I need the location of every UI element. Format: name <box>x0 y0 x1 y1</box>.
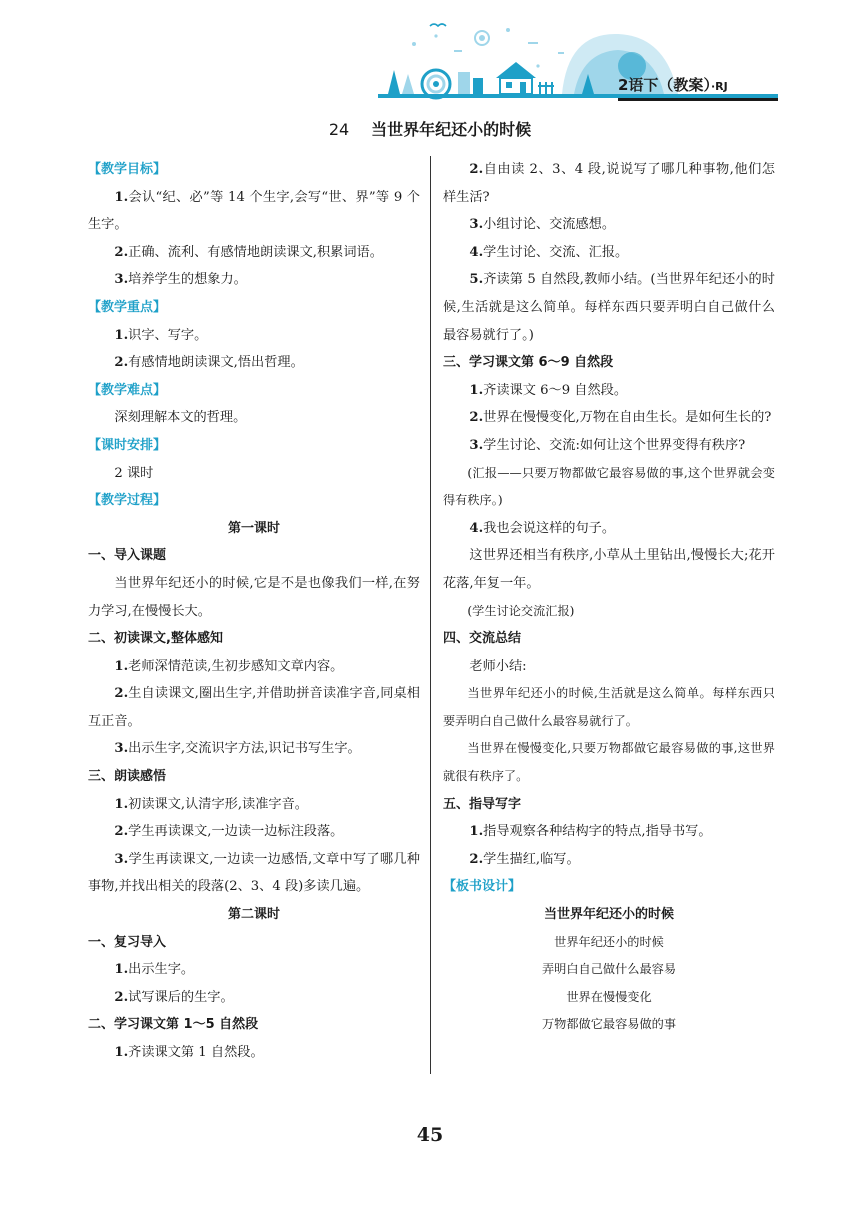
section-process: 【教学过程】 <box>88 493 167 509</box>
step-text: 当世界年纪还小的时候,它是不是也像我们一样,在努力学习,在慢慢长大。 <box>88 575 420 619</box>
page-title <box>0 117 860 140</box>
step-text: 这世界还相当有秩序,小草从土里钻出,慢慢长大;花开花落,年复一年。 <box>443 548 775 591</box>
summary-paragraph: 当世界在慢慢变化,只要万物都做它最容易做的事,这世界就很有秩序了。 <box>443 741 775 784</box>
step-heading: 二、初读课文,整体感知 <box>88 631 223 647</box>
section-schedule: 【课时安排】 <box>88 437 167 453</box>
step-item: 2.自由读 2、3、4 段,说说写了哪几种事物,他们怎样生活? <box>443 162 775 205</box>
house-icon <box>496 62 536 94</box>
step-note: (汇报——只要万物都做它最容易做的事,这个世界就会变得有秩序。) <box>443 465 775 508</box>
step-item: 1.初读课文,认清字形,读准字音。 <box>114 796 308 812</box>
step-heading: 一、导入课题 <box>88 548 167 564</box>
step-item: 1.老师深情范读,生初步感知文章内容。 <box>114 658 344 674</box>
step-item: 3.学生再读课文,一边读一边感悟,文章中写了哪几种事物,并找出相关的段落(2、3、4 段)多读几遍。 <box>88 851 420 895</box>
step-heading: 三、朗读感悟 <box>88 769 167 785</box>
column-divider <box>430 156 431 1074</box>
difficulty-text: 深刻理解本文的哲理。 <box>114 410 247 426</box>
lesson-title: 当世界年纪还小的时候 <box>371 120 532 139</box>
board-line: 世界在慢慢变化 <box>566 989 652 1004</box>
step-item: 2.学生再读课文,一边读一边标注段落。 <box>114 824 344 840</box>
section-board-design: 【板书设计】 <box>443 879 522 895</box>
lesson-one-heading: 第一课时 <box>227 520 280 536</box>
schedule-text: 2 课时 <box>114 465 154 481</box>
left-column <box>88 156 420 1067</box>
step-item: 4.我也会说这样的句子。 <box>469 520 616 536</box>
step-item: 2.生自读课文,圈出生字,并借助拼音读准字音,同桌相互正音。 <box>88 686 420 729</box>
book-label: 2语下（教案）·RJ <box>618 76 728 94</box>
section-key-points: 【教学重点】 <box>88 299 167 315</box>
step-heading: 一、复习导入 <box>88 934 167 950</box>
section-teaching-goals: 【教学目标】 <box>88 162 167 177</box>
step-item: 3.小组讨论、交流感想。 <box>469 217 616 233</box>
step-item: 2.试写课后的生字。 <box>114 989 234 1005</box>
step-heading: 三、学习课文第 6～9 自然段 <box>443 355 614 371</box>
step-item: 2.学生描红,临写。 <box>469 851 580 867</box>
board-line: 弄明白自己做什么最容易 <box>541 962 677 977</box>
step-item: 2.世界在慢慢变化,万物在自由生长。是如何生长的? <box>469 410 772 426</box>
section-difficulties: 【教学难点】 <box>88 382 167 398</box>
board-line: 万物都做它最容易做的事 <box>541 1017 677 1032</box>
lesson-two-heading: 第二课时 <box>227 907 280 923</box>
step-item: 3.出示生字,交流识字方法,识记书写生字。 <box>114 741 361 757</box>
step-item: 1.齐读课文第 1 自然段。 <box>114 1045 264 1060</box>
page-number: 45 <box>416 1124 444 1146</box>
board-line: 世界年纪还小的时候 <box>554 934 664 949</box>
tree-icon <box>388 70 414 96</box>
step-note: (学生讨论交流汇报) <box>467 603 575 618</box>
right-column <box>443 156 775 1039</box>
key-item: 2.有感情地朗读课文,悟出哲理。 <box>114 355 304 371</box>
lesson-number: 24 <box>328 120 350 139</box>
goal-item: 2.正确、流利、有感情地朗读课文,积累词语。 <box>114 244 383 260</box>
sun-icon <box>475 31 489 45</box>
goal-item: 3.培养学生的想象力。 <box>114 272 247 288</box>
step-heading: 二、学习课文第 1～5 自然段 <box>88 1017 259 1033</box>
step-item: 1.指导观察各种结构字的特点,指导书写。 <box>469 824 712 840</box>
step-heading: 四、交流总结 <box>443 631 522 647</box>
step-item: 4.学生讨论、交流、汇报。 <box>469 244 629 260</box>
board-title: 当世界年纪还小的时候 <box>543 907 674 923</box>
key-item: 1.识字、写字。 <box>114 327 208 343</box>
goal-item: 1.会认“纪、必”等 14 个生字,会写“世、界”等 9 个生字。 <box>88 189 420 233</box>
step-text: 老师小结: <box>469 658 527 674</box>
step-heading: 五、指导写字 <box>443 796 522 812</box>
step-item: 1.齐读课文 6～9 自然段。 <box>469 382 628 398</box>
summary-paragraph: 当世界年纪还小的时候,生活就是这么简单。每样东西只要弄明白自己做什么最容易就行了。 <box>443 686 775 728</box>
step-item: 5.齐读第 5 自然段,教师小结。(当世界年纪还小的时候,生活就是这么简单。每样东西只要弄明白自己做什么最容易就行了。) <box>443 272 775 343</box>
bird-icon <box>430 24 446 26</box>
step-item: 1.出示生字。 <box>114 962 195 978</box>
step-item: 3.学生讨论、交流:如何让这个世界变得有秩序? <box>469 437 746 453</box>
